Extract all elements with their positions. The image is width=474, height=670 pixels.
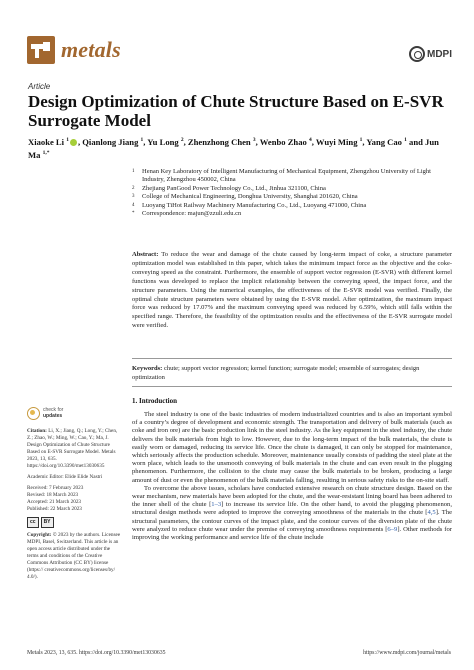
author-name[interactable]: Yu Long	[147, 136, 181, 147]
metals-logo-icon	[27, 36, 55, 64]
author-name[interactable]: Jun Ma	[28, 136, 439, 160]
abstract	[132, 251, 452, 331]
affiliation-number: 3	[132, 194, 135, 200]
affiliation-text: College of Mechanical Engineering, Donghua University, Shanghai 201620, China	[142, 193, 358, 201]
abstract-text: To reduce the wear and damage of the chute caused by long-term impact of coke, a structure parameter optimization model was established in this paper, which takes the minimum impact force as the objective and the coke-conveying speed as the constraint. Furthermore, the ensemble of support vector regression (E-SVR) with different kernel functions was developed to replace the implicit relationship between the conveying speed, the impact force, and the structure parameters. Using the numerical examples, the effectiveness of the E-SVR model was verified. Finally, the optimal chute structure parameters were obtained by using the E-SVR model. After optimization, the maximum impact force was reduced by 17.07% and the maximum conveying speed was reduced by 6.59%, which still falls within the specified range. Therefore, the feasibility of the optimization results and the effectiveness of the E-SVR surrogate model were verified.	[132, 251, 452, 330]
copyright-label: Copyright:	[27, 532, 52, 538]
copyright-block	[27, 532, 122, 581]
author-name[interactable]: Qianlong Jiang	[82, 136, 141, 147]
affiliation-item	[132, 185, 452, 193]
affiliation-number: 1	[132, 169, 135, 174]
accepted-date: Accepted: 21 March 2023	[27, 499, 82, 505]
author-affiliation-mark: 1,*	[42, 149, 50, 156]
article-title: Design Optimization of Chute Structure Based on E-SVR Surrogate Model	[28, 92, 444, 130]
citation-text: Li, X.; Jiang, Q.; Long, Y.; Chen, Z.; Zhao, W.; Ming, W.; Cao, Y.; Ma, J. Design Optimization of Chute Structure Based on E-SVR Surrogate Model. Metals 2023, 13, 635. https://doi.org/10.3390/met13030635	[27, 428, 118, 469]
abstract-label: Abstract:	[132, 251, 159, 258]
footer-journal-url[interactable]: https://www.mdpi.com/journal/metals	[363, 650, 451, 656]
mdpi-wordmark: MDPI	[427, 48, 452, 60]
reference-link[interactable]: 6–9	[387, 525, 398, 533]
author-affiliation-mark: 3	[252, 137, 256, 143]
received-date: Received: 7 February 2023	[27, 485, 84, 491]
keywords-label: Keywords:	[132, 365, 163, 372]
author-name[interactable]: Zhenzhong Chen	[187, 136, 253, 147]
author-affiliation-mark: 1	[404, 137, 407, 143]
affiliation-item	[132, 202, 452, 210]
author-name[interactable]: Xiaoke Li	[28, 136, 67, 147]
author-affiliation-mark: 1	[140, 137, 144, 143]
affiliation-number: 4	[132, 202, 135, 208]
author-affiliation-mark: 2	[180, 137, 184, 143]
author-affiliation-mark: 4	[308, 137, 312, 143]
mdpi-mark-icon	[409, 46, 425, 62]
affiliation-text: Correspondence: majun@zzuli.edu.cn	[142, 210, 242, 218]
check-updates-line1: check for	[43, 406, 64, 413]
academic-editor: Academic Editor: Elide Elide Nastri	[27, 474, 103, 480]
footer-citation[interactable]: Metals 2023, 13, 635. https://doi.org/10.3390/met13030635	[27, 650, 166, 656]
reference-link[interactable]: 4,5	[427, 509, 436, 517]
affiliation-number: 2	[132, 185, 135, 191]
author-name[interactable]: Wuyi Ming	[315, 136, 360, 147]
journal-logo[interactable]	[27, 36, 121, 64]
introduction-body	[132, 411, 452, 542]
affiliation-item	[132, 193, 452, 201]
section-heading-introduction: 1. Introduction	[132, 397, 177, 405]
citation-label: Citation:	[27, 428, 47, 434]
check-updates-line2: updates	[43, 412, 63, 419]
keywords-text: chute; support vector regression; kernel function; surrogate model; ensemble of surrogates; design optimization	[132, 365, 420, 381]
journal-name: metals	[61, 37, 121, 62]
paragraph-2: To overcome the above issues, scholars have conducted extensive research on chute structure design. Based on the wear mechanism, new materials have been adopted for the chute, and the wear-resistant lining board has been adhered to the inner shell of the chute [1–3] to increase its service life. On the other hand, to avoid the plugging phenomenon, structural design methods were adopted to improve the conveying smoothness of the materials in the chute [4,5]. The structural parameters, the contour curves of the impact plate, and the contour curves of the diversion plate of the chute were analyzed to reduce chute wear under the premise of conveying smoothness requirements [6–9]. Other methods for improving the working performance and service life of the chute include	[132, 484, 452, 542]
page-footer	[27, 650, 451, 656]
affiliations	[132, 168, 452, 218]
affiliation-number: *	[132, 211, 135, 217]
citation-block	[27, 428, 122, 470]
author-name[interactable]: Wenbo Zhao	[259, 136, 309, 147]
article-sidebar	[27, 407, 122, 581]
affiliation-text: Luoyang TiHot Railway Machinery Manufacturing Co., Ltd., Luoyang 471000, China	[142, 201, 367, 209]
affiliation-item	[132, 210, 452, 218]
published-date: Published: 22 March 2023	[27, 506, 82, 512]
revised-date: Revised: 18 March 2023	[27, 492, 79, 498]
check-for-updates-button[interactable]	[27, 407, 122, 420]
author-affiliation-mark: 1	[66, 137, 69, 143]
copyright-text: © 2023 by the authors. Licensee MDPI, Basel, Switzerland. This article is an open access article distributed under the terms and conditions of the Creative Commons Attribution (CC BY) license (https:// creativecommons.org/licenses/by/ 4.0/).	[27, 532, 121, 580]
paragraph-1: The steel industry is one of the basic industries of modern industrialized countries and is also an important symbol of a country’s degree of development and economic strength. The transportation and delivery of bulk materials (such as coke and iron ore) are the basic production link in the steel industry. As the key equipment in the steel industry, the chute delivers the bulk materials from high to low. However, due to the long-term impact of the bulk materials, the chute is easily worn or damaged, reducing its service life. Once the chute is damaged, it can only be stopped for maintenance, which seriously affects the production schedule. Moreover, maintenance usually consists of padding the steel plate at the worn place, which leads to the unsmooth conveying of bulk materials in the chute and can even result in the plugging phenomenon. Furthermore, the collision to the chute may cause the bulk materials to be broken, producing a large amount of dust or even the phenomenon of the bulk materials falling, resulting in serious safety risks to the on-site staff.	[132, 411, 452, 484]
article-type: Article	[28, 82, 51, 91]
check-updates-icon	[27, 407, 40, 420]
reference-link[interactable]: 1–3	[211, 501, 222, 509]
affiliation-item	[132, 168, 452, 185]
mdpi-logo[interactable]	[409, 46, 452, 62]
abstract-divider	[132, 358, 452, 359]
by-icon: BY	[41, 517, 54, 528]
orcid-icon[interactable]	[70, 139, 77, 146]
affiliation-text: Henan Key Laboratory of Intelligent Manufacturing of Mechanical Equipment, Zhengzhou University of Light Industry, Zhengzhou 450002, China	[142, 168, 431, 184]
cc-by-license-badge[interactable]	[27, 517, 122, 528]
cc-icon: cc	[27, 517, 39, 528]
keywords-divider	[132, 386, 452, 387]
author-affiliation-mark: 1	[359, 137, 363, 143]
author-name[interactable]: Yang Cao	[366, 136, 405, 147]
author-list: Xiaoke Li $^1$ , Qianlong Jiang $^1$, Yu Long $^2$, Zhenzhong Chen $^3$, Wenbo Zhao $^4$, Wuyi Ming $^1$, Yang Cao $^1$ and Jun Ma $^{1,*}$	[28, 136, 439, 160]
affiliation-text: Zhejiang PanGood Power Technology Co., Ltd., Jinhua 321100, China	[142, 184, 326, 192]
keywords	[132, 365, 452, 383]
